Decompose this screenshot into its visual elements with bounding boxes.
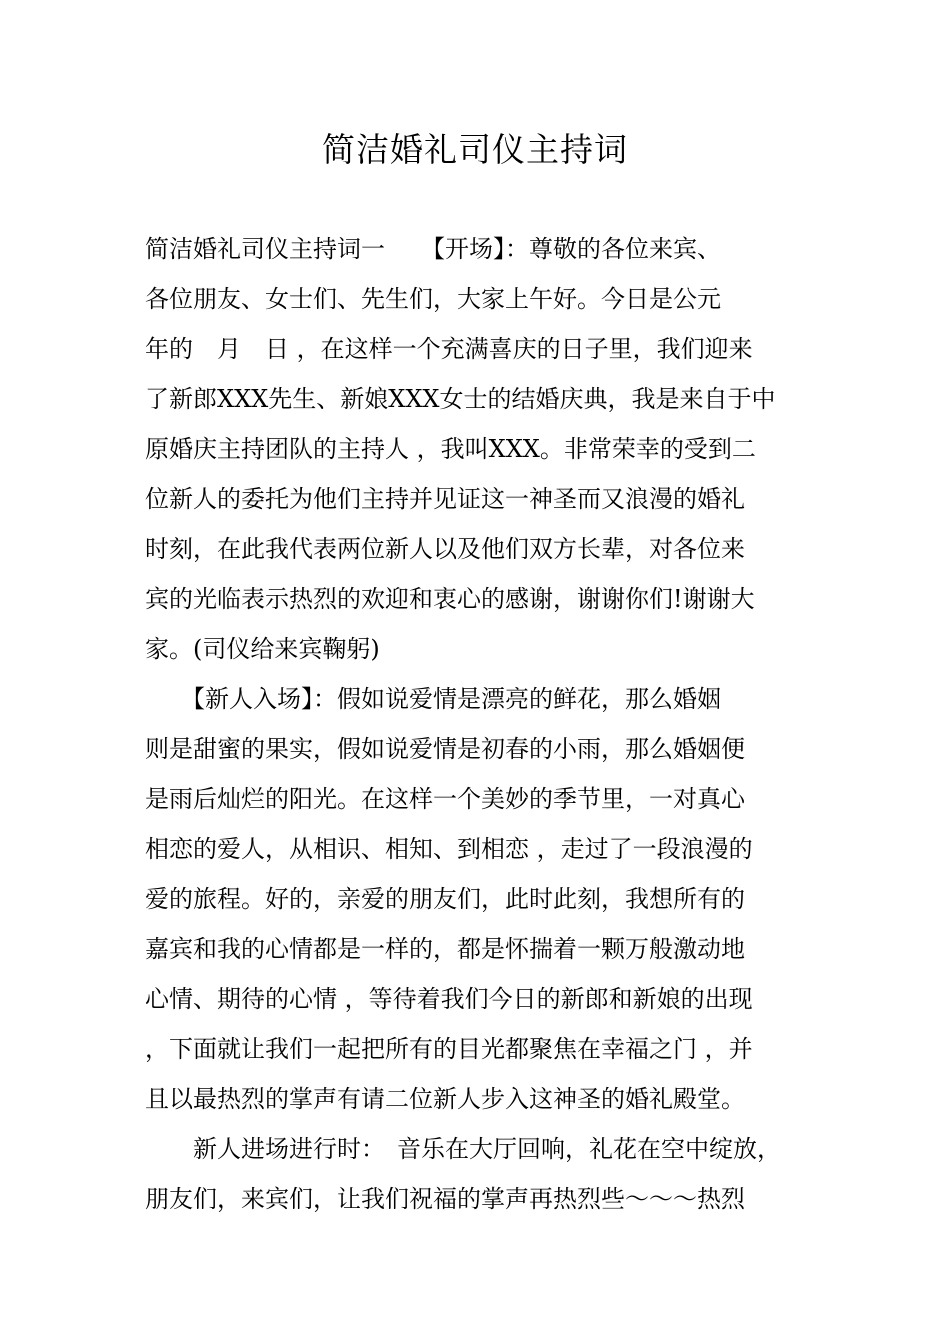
body-line: 宾的光临表示热烈的欢迎和衷心的感谢，谢谢你们!谢谢大 (145, 585, 755, 613)
body-line: 嘉宾和我的心情都是一样的，都是怀揣着一颗万般激动地 (145, 935, 745, 963)
body-line: 家。(司仪给来宾鞠躬) (145, 635, 380, 663)
body-line: 相恋的爱人，从相识、相知、到相恋 ，走过了一段浪漫的 (145, 835, 753, 863)
body-line: ，下面就让我们一起把所有的目光都聚焦在幸福之门 ，并 (145, 1035, 753, 1063)
body-line: 年的 月 日 ，在这样一个充满喜庆的日子里，我们迎来 (145, 335, 753, 363)
body-line: 心情、期待的心情 ，等待着我们今日的新郎和新娘的出现 (145, 985, 753, 1013)
body-line: 【新人入场】：假如说爱情是漂亮的鲜花，那么婚姻 (145, 685, 721, 713)
body-line: 是雨后灿烂的阳光。在这样一个美妙的季节里，一对真心 (145, 785, 745, 813)
body-line: 原婚庆主持团队的主持人 ，我叫XXX。非常荣幸的受到二 (145, 435, 756, 463)
body-line: 新人进场进行时： 音乐在大厅回响，礼花在空中绽放， (145, 1135, 781, 1163)
body-line: 且以最热烈的掌声有请二位新人步入这神圣的婚礼殿堂。 (145, 1085, 745, 1113)
body-line: 时刻，在此我代表两位新人以及他们双方长辈，对各位来 (145, 535, 745, 563)
document-body (145, 224, 810, 1224)
body-line: 则是甜蜜的果实，假如说爱情是初春的小雨，那么婚姻便 (145, 735, 745, 763)
document-title: 简洁婚礼司仪主持词 (322, 130, 628, 169)
body-line: 了新郎XXX先生、新娘XXX女士的结婚庆典，我是来自于中 (145, 385, 776, 413)
body-line: 各位朋友、女士们、先生们，大家上午好。今日是公元 (145, 285, 721, 313)
body-line: 朋友们，来宾们，让我们祝福的掌声再热烈些～～～热烈 (145, 1185, 745, 1213)
body-line: 爱的旅程。好的，亲爱的朋友们，此时此刻，我想所有的 (145, 885, 745, 913)
body-line: 位新人的委托为他们主持并见证这一神圣而又浪漫的婚礼 (145, 485, 745, 513)
body-line: 简洁婚礼司仪主持词一 【开场】：尊敬的各位来宾、 (145, 235, 721, 263)
